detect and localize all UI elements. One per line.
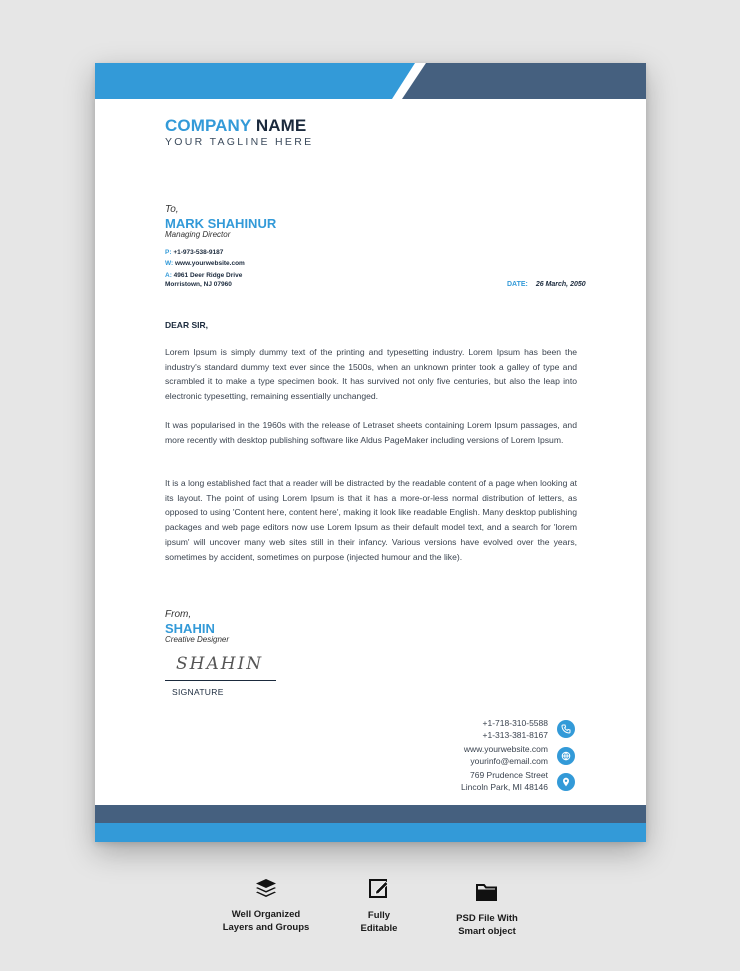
from-label: From,	[165, 609, 192, 620]
globe-icon	[557, 747, 575, 765]
company-logo	[165, 116, 313, 148]
company-tagline: YOUR TAGLINE HERE	[165, 136, 314, 148]
layers-icon	[254, 877, 278, 899]
footer-dark-band	[95, 805, 646, 823]
recipient-phone: P: +1-973-538-9187	[165, 249, 224, 256]
edit-icon	[367, 876, 391, 900]
body-paragraph: It is a long established fact that a reader will be distracted by the readable content of a page when looking at its layout. The point of using Lorem Ipsum is that it has a more-or-less normal distribution of letters, as opposed to using 'Content here, content here', making it look like readable English. Many desktop publishing packages and web page editors now use Lorem Ipsum as their default model text, and a search for 'lorem ipsum' will uncover many web sites still in their infancy. Various versions have evolved over the years, sometimes by accident, sometimes on purpose (injected humour and the like).	[165, 478, 577, 562]
contact-phones: +1-718-310-5588 +1-313-381-8167	[482, 718, 548, 740]
salutation: DEAR SIR,	[165, 320, 208, 330]
location-icon	[557, 773, 575, 791]
letterhead-sheet	[95, 63, 646, 842]
recipient-address-line2: Morristown, NJ 07960	[165, 281, 232, 288]
recipient-address: A: 4961 Deer Ridge Drive	[165, 272, 243, 279]
phone-icon	[557, 720, 575, 738]
feature-layers: Well Organized Layers and Groups	[206, 877, 326, 934]
signature-label: SIGNATURE	[172, 687, 224, 697]
recipient-role: Managing Director	[165, 230, 231, 239]
sender-name: SHAHIN	[165, 621, 215, 636]
signature-line	[165, 680, 276, 681]
recipient-website: W: www.yourwebsite.com	[165, 260, 245, 267]
contact-web-email: www.yourwebsite.com yourinfo@email.com	[463, 744, 548, 766]
feature-editable: Fully Editable	[339, 876, 419, 935]
header-blue-stripe	[95, 63, 415, 99]
signature-script: SHAHIN	[176, 654, 264, 674]
body-paragraph: It was popularised in the 1960s with the release of Letraset sheets containing Lorem Ipsum passages, and more recently with desktop publishing software like Aldus PageMaker including versions of Lorem Ipsum.	[165, 420, 577, 445]
folder-icon	[475, 881, 499, 903]
letter-date: DATE: 26 March, 2050	[507, 281, 586, 288]
body-paragraph: Lorem Ipsum is simply dummy text of the printing and typesetting industry. Lorem Ipsum has been the industry's standard dummy text ever since the 1500s, when an unknown printer took a galley of type and scrambled it to make a type specimen book. It has survived not only five centuries, but also the leap into electronic typesetting, remaining essentially unchanged.	[165, 347, 577, 402]
footer-blue-band	[95, 823, 646, 842]
contact-address: 769 Prudence Street Lincoln Park, MI 48146	[461, 770, 548, 792]
to-label: To,	[165, 204, 179, 215]
recipient-name: MARK SHAHINUR	[165, 216, 277, 231]
sender-role: Creative Designer	[165, 635, 230, 644]
company-name: COMPANY NAME	[165, 116, 307, 135]
header-dark-stripe	[402, 63, 646, 99]
feature-psd: PSD File With Smart object	[436, 881, 538, 938]
header-band	[95, 63, 646, 99]
